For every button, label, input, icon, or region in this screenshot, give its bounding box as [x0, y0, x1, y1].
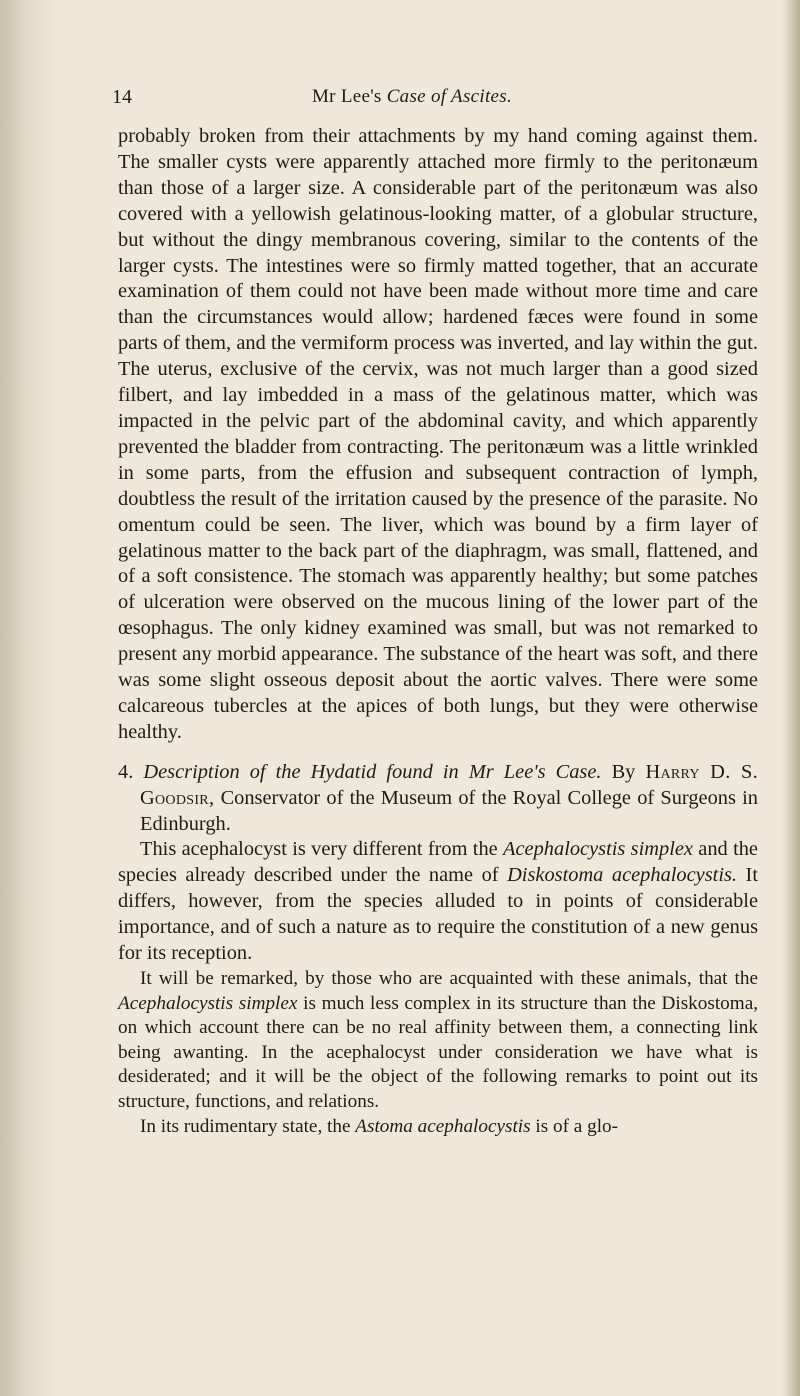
- p2-text-c: and the species already described under the name of: [118, 838, 758, 887]
- body-text: [118, 124, 758, 1139]
- p2-species-diskostoma: Diskostoma acephalocystis.: [507, 864, 738, 887]
- p2-text-a: This acephalocyst is very different from the: [140, 838, 504, 861]
- page-shadow-left: [0, 0, 60, 1396]
- p4-text-c: is of a glo-: [530, 1115, 619, 1137]
- paragraph-autopsy: probably broken from their attachments by my hand coming against them. The smaller cysts were apparently attached more firmly to the peritonæum than those of a larger size. A considerable part of the peritonæum was also covered with a yellowish gelatinous-looking matter, of a globular structure, but without the dingy membranous covering, similar to the contents of the larger cysts. The intestines were so firmly matted together, that an accurate examination of them could not have been made without more time and care than the circumstances would allow; hardened fæces were found in some parts of them, and the vermiform process was inverted, and lay within the gut. The uterus, exclusive of the cervix, was not much larger than a good sized filbert, and lay imbedded in a mass of the gelatinous matter, which was impacted in the pelvic part of the abdominal cavity, and which apparently prevented the bladder from contracting. The peritonæum was a little wrinkled in some parts, from the effusion and subsequent contraction of lymph, doubtless the result of the irritation caused by the presence of the parasite. No omentum could be seen. The liver, which was bound by a firm layer of gelatinous matter to the back part of the diaphragm, was small, flattened, and of a soft consistence. The stomach was apparently healthy; but some patches of ulceration were observed on the mucous lining of the lower part of the œsophagus. The only kidney examined was small, but was not remarked to present any morbid appearance. The substance of the heart was soft, and there was some slight osseous deposit about the aortic valves. There were some calcareous tubercles at the apices of both lungs, but they were otherwise healthy.: [118, 125, 758, 743]
- page-shadow-right: [782, 0, 800, 1396]
- p3-species-simplex: Acephalocystis simplex: [118, 992, 298, 1014]
- p4-text-a: In its rudimentary state, the: [140, 1115, 356, 1137]
- section-number: 4.: [118, 760, 134, 783]
- paragraph-remarks: [118, 967, 758, 1115]
- section-heading: [118, 760, 758, 838]
- running-head-title: Case of Ascites.: [386, 86, 513, 107]
- section-author-affiliation: Conservator of the Museum of the Royal College of Surgeons in Edinburgh.: [140, 786, 758, 835]
- page-header: [112, 86, 712, 112]
- p3-text-c: is much less complex in its structure than the Diskostoma, on which account there can be no real affinity between them, a connecting link being awanting. In the acephalocyst under consideration we have what is desiderated; and it will be the object of the following remarks to point out its structure, functions, and relations.: [118, 992, 759, 1112]
- p2-text-e: It differs, however, from the species alluded to in points of considerable importance, and of such a nature as to require the constitution of a new genus for its reception.: [118, 864, 758, 965]
- paragraph-description: [118, 837, 758, 967]
- p4-species-astoma: Astoma acephalocystis: [355, 1115, 531, 1137]
- running-head: [112, 86, 712, 108]
- section-title: Description of the Hydatid found in Mr Lee's Case.: [143, 760, 602, 783]
- running-head-prefix: Mr Lee's: [311, 86, 382, 107]
- p2-species-simplex: Acephalocystis simplex: [503, 838, 693, 861]
- p3-text-a: It will be remarked, by those who are acquainted with these animals, that the: [140, 968, 758, 989]
- paragraph-rudimentary: [118, 1115, 758, 1140]
- section-by: By: [611, 760, 636, 783]
- section-author: Harry D. S. Goodsir,: [140, 760, 758, 809]
- page-number: 14: [112, 86, 132, 108]
